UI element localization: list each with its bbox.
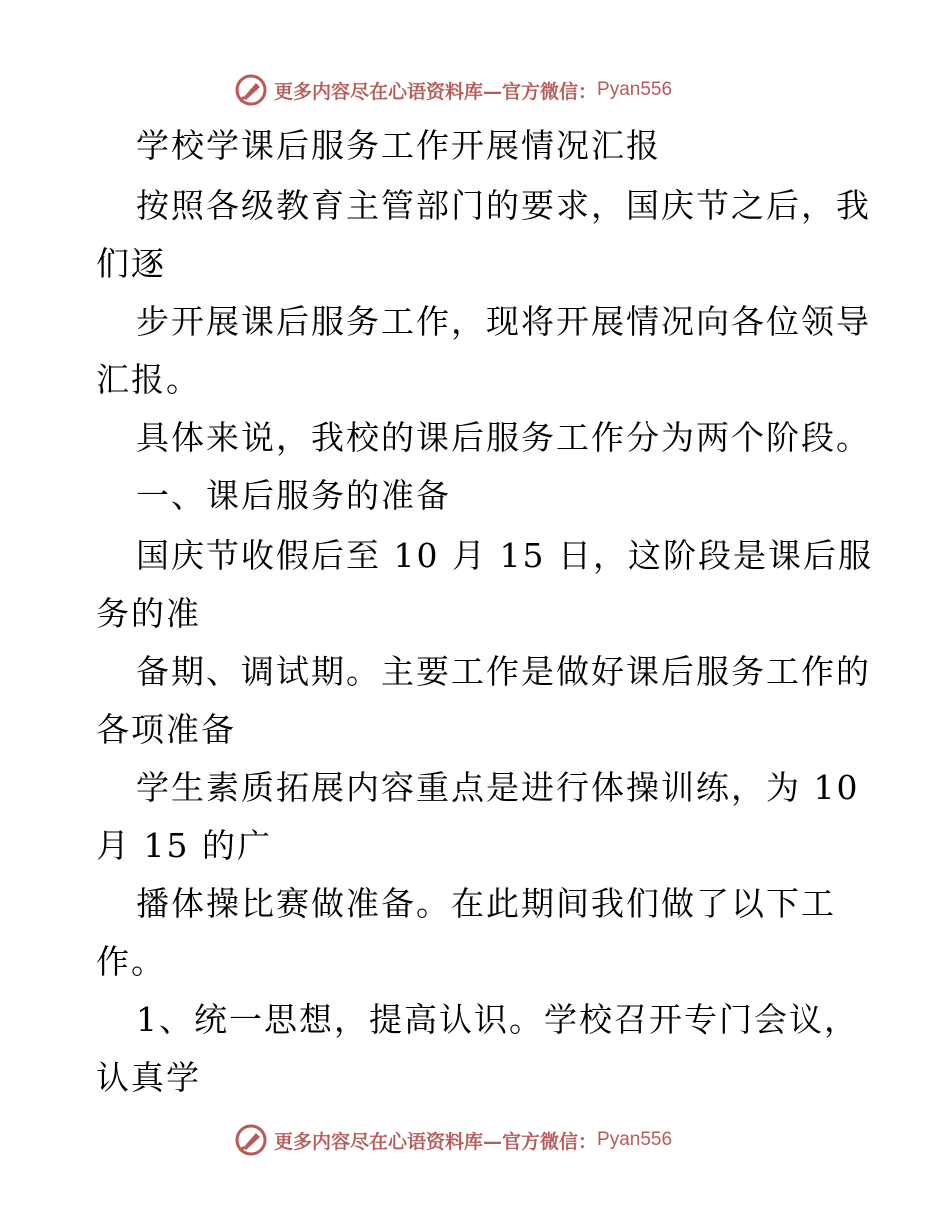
paragraph-line: 国庆节收假后至 10 月 15 日，这阶段是课后服 (136, 536, 873, 575)
paragraph-line: 具体来说，我校的课后服务工作分为两个阶段。 (136, 418, 871, 457)
banner-wechat-handle: Pyan556 (597, 79, 673, 100)
paragraph-line: 务的准 (96, 594, 201, 633)
section-heading: 一、课后服务的准备 (136, 476, 451, 515)
paragraph-line: 汇报。 (96, 360, 201, 399)
document-title: 学校学课后服务工作开展情况汇报 (136, 126, 661, 165)
paragraph-line: 备期、调试期。主要工作是做好课后服务工作的 (136, 652, 871, 691)
paragraph-line: 步开展课后服务工作，现将开展情况向各位领导 (136, 302, 871, 341)
paragraph-line: 们逐 (96, 244, 166, 283)
banner-text: 更多内容尽在心语资料库—官方微信： (274, 80, 598, 103)
paragraph-line: 认真学 (96, 1058, 201, 1097)
pen-nib-logo-icon (234, 73, 268, 107)
paragraph-line: 学生素质拓展内容重点是进行体操训练，为 10 (136, 768, 860, 807)
banner-wechat-handle: Pyan556 (597, 1129, 673, 1150)
paragraph-line: 月 15 的广 (96, 826, 272, 865)
paragraph-line: 作。 (96, 942, 166, 981)
paragraph-line: 播体操比赛做准备。在此期间我们做了以下工 (136, 884, 836, 923)
paragraph-line: 各项准备 (96, 710, 236, 749)
pen-nib-logo-icon (234, 1123, 268, 1157)
paragraph-line: 按照各级教育主管部门的要求，国庆节之后，我 (136, 186, 871, 225)
banner-text: 更多内容尽在心语资料库—官方微信： (274, 1130, 598, 1153)
header-watermark-banner (234, 72, 672, 108)
footer-watermark-banner (234, 1122, 672, 1158)
paragraph-line: 1、统一思想，提高认识。学校召开专门会议， (136, 1000, 859, 1039)
